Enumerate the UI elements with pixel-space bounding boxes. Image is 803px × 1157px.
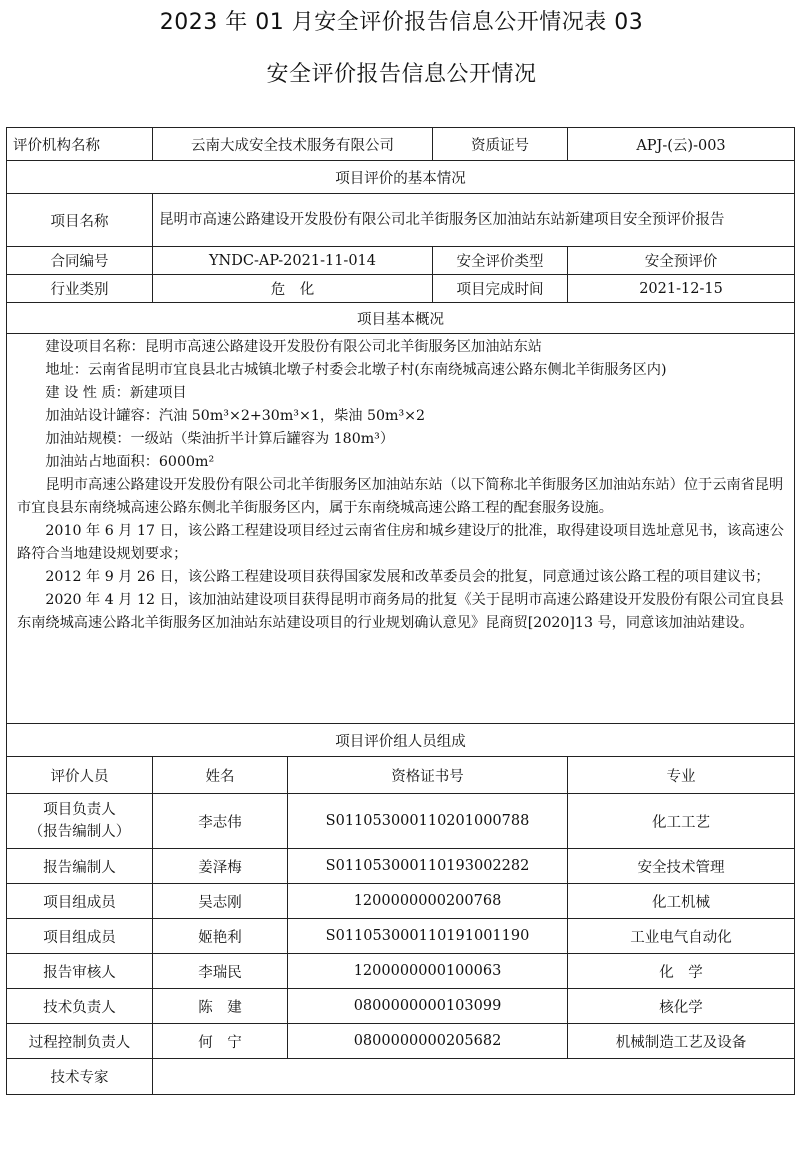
- project-name-row: [7, 194, 795, 247]
- cert-value: APJ-(云)-003: [568, 128, 795, 161]
- member-name: 吴志刚: [153, 884, 288, 919]
- member-name: 李瑞民: [153, 954, 288, 989]
- member-role: 报告审核人: [7, 954, 153, 989]
- member-major: 化工工艺: [568, 794, 795, 849]
- header-role: 评价人员: [7, 757, 153, 794]
- industry-label: 行业类别: [7, 275, 153, 303]
- team-header-row: [7, 757, 795, 794]
- team-row: [7, 954, 795, 989]
- contract-label: 合同编号: [7, 247, 153, 275]
- project-name-value: 昆明市高速公路建设开发股份有限公司北羊街服务区加油站东站新建项目安全预评价报告: [153, 194, 795, 247]
- member-cert: S011053000110191001190: [288, 919, 568, 954]
- team-section-title: 项目评价组人员组成: [7, 724, 795, 757]
- overview-paragraph-location: 昆明市高速公路建设开发股份有限公司北羊街服务区加油站东站（以下简称北羊街服务区加油站东站）位于云南省昆明市宜良县东南绕城高速公路东侧北羊街服务区内，属于东南绕城高速公路工程的配套服务设施。: [17, 477, 784, 516]
- completion-value: 2021-12-15: [568, 275, 795, 303]
- team-row: [7, 849, 795, 884]
- org-row: [7, 128, 795, 161]
- member-major: 核化学: [568, 989, 795, 1024]
- member-role: 项目组成员: [7, 884, 153, 919]
- basic-section-row: [7, 161, 795, 194]
- member-cert: 0800000000205682: [288, 1024, 568, 1059]
- member-role: [7, 794, 153, 849]
- document-subtitle: 安全评价报告信息公开情况: [266, 62, 537, 87]
- industry-row: [7, 275, 795, 303]
- project-name-label: 项目名称: [7, 194, 153, 247]
- expert-row: [7, 1059, 795, 1095]
- team-row: [7, 989, 795, 1024]
- basic-section-title: 项目评价的基本情况: [7, 161, 795, 194]
- member-name: 李志伟: [153, 794, 288, 849]
- team-row: [7, 794, 795, 849]
- eval-type-value: 安全预评价: [568, 247, 795, 275]
- member-cert: 1200000000100063: [288, 954, 568, 989]
- member-role: 报告编制人: [7, 849, 153, 884]
- overview-paragraph-2020: 2020 年 4 月 12 日，该加油站建设项目获得昆明市商务局的批复《关于昆明市高速公路建设开发股份有限公司宜良县东南绕城高速公路北羊街服务区加油站东站建设项目的行业规划确认意见》昆商贸[2020]13 号，同意该加油站建设。: [17, 592, 784, 631]
- member-cert: 1200000000200768: [288, 884, 568, 919]
- member-major: 机械制造工艺及设备: [568, 1024, 795, 1059]
- member-cert: 0800000000103099: [288, 989, 568, 1024]
- team-row: [7, 1024, 795, 1059]
- member-role: 过程控制负责人: [7, 1024, 153, 1059]
- overview-section-row: [7, 303, 795, 334]
- overview-line-nature: 建 设 性 质：新建项目: [45, 385, 187, 401]
- member-name: 姜泽梅: [153, 849, 288, 884]
- overview-line-capacity: 加油站设计罐容：汽油 50m³×2+30m³×1，柴油 50m³×2: [45, 408, 426, 424]
- header-major: 专业: [568, 757, 795, 794]
- expert-label: 技术专家: [7, 1059, 153, 1095]
- document-title: 2023 年 01 月安全评价报告信息公开情况表 03: [159, 10, 644, 35]
- contract-row: [7, 247, 795, 275]
- member-major: 化工机械: [568, 884, 795, 919]
- member-role: 技术负责人: [7, 989, 153, 1024]
- overview-line-scale: 加油站规模：一级站（柴油折半计算后罐容为 180m³）: [45, 431, 395, 447]
- member-cert: S011053000110201000788: [288, 794, 568, 849]
- overview-text: [7, 334, 795, 724]
- team-row: [7, 919, 795, 954]
- team-section-row: [7, 724, 795, 757]
- header-name: 姓名: [153, 757, 288, 794]
- team-row: [7, 884, 795, 919]
- header-cert: 资格证书号: [288, 757, 568, 794]
- overview-line-address: 地址：云南省昆明市宜良县北古城镇北墩子村委会北墩子村(东南绕城高速公路东侧北羊街服务区内): [45, 362, 667, 378]
- member-role-line1: 项目负责人: [43, 802, 116, 818]
- expert-value: [153, 1059, 795, 1095]
- overview-paragraph-2010: 2010 年 6 月 17 日，该公路工程建设项目经过云南省住房和城乡建设厅的批准，取得建设项目选址意见书，该高速公路符合当地建设规划要求；: [17, 523, 784, 562]
- overview-row: [7, 334, 795, 724]
- disclosure-table: [6, 127, 795, 1095]
- member-major: 化 学: [568, 954, 795, 989]
- overview-line-name: 建设项目名称：昆明市高速公路建设开发股份有限公司北羊街服务区加油站东站: [45, 339, 542, 355]
- member-role-line2: （报告编制人）: [28, 824, 131, 840]
- completion-label: 项目完成时间: [433, 275, 568, 303]
- overview-section-title: 项目基本概况: [7, 303, 795, 334]
- overview-paragraph-2012: 2012 年 9 月 26 日，该公路工程建设项目获得国家发展和改革委员会的批复，同意通过该公路工程的项目建议书；: [45, 569, 770, 585]
- member-name: 何 宁: [153, 1024, 288, 1059]
- eval-type-label: 安全评价类型: [433, 247, 568, 275]
- member-major: 工业电气自动化: [568, 919, 795, 954]
- overview-line-area: 加油站占地面积：6000m²: [45, 454, 215, 470]
- cert-label: 资质证号: [433, 128, 568, 161]
- contract-value: YNDC-AP-2021-11-014: [153, 247, 433, 275]
- industry-value: 危 化: [153, 275, 433, 303]
- member-name: 陈 建: [153, 989, 288, 1024]
- org-label: 评价机构名称: [7, 128, 153, 161]
- member-role: 项目组成员: [7, 919, 153, 954]
- org-value: 云南大成安全技术服务有限公司: [153, 128, 433, 161]
- member-name: 姬艳利: [153, 919, 288, 954]
- member-cert: S011053000110193002282: [288, 849, 568, 884]
- member-major: 安全技术管理: [568, 849, 795, 884]
